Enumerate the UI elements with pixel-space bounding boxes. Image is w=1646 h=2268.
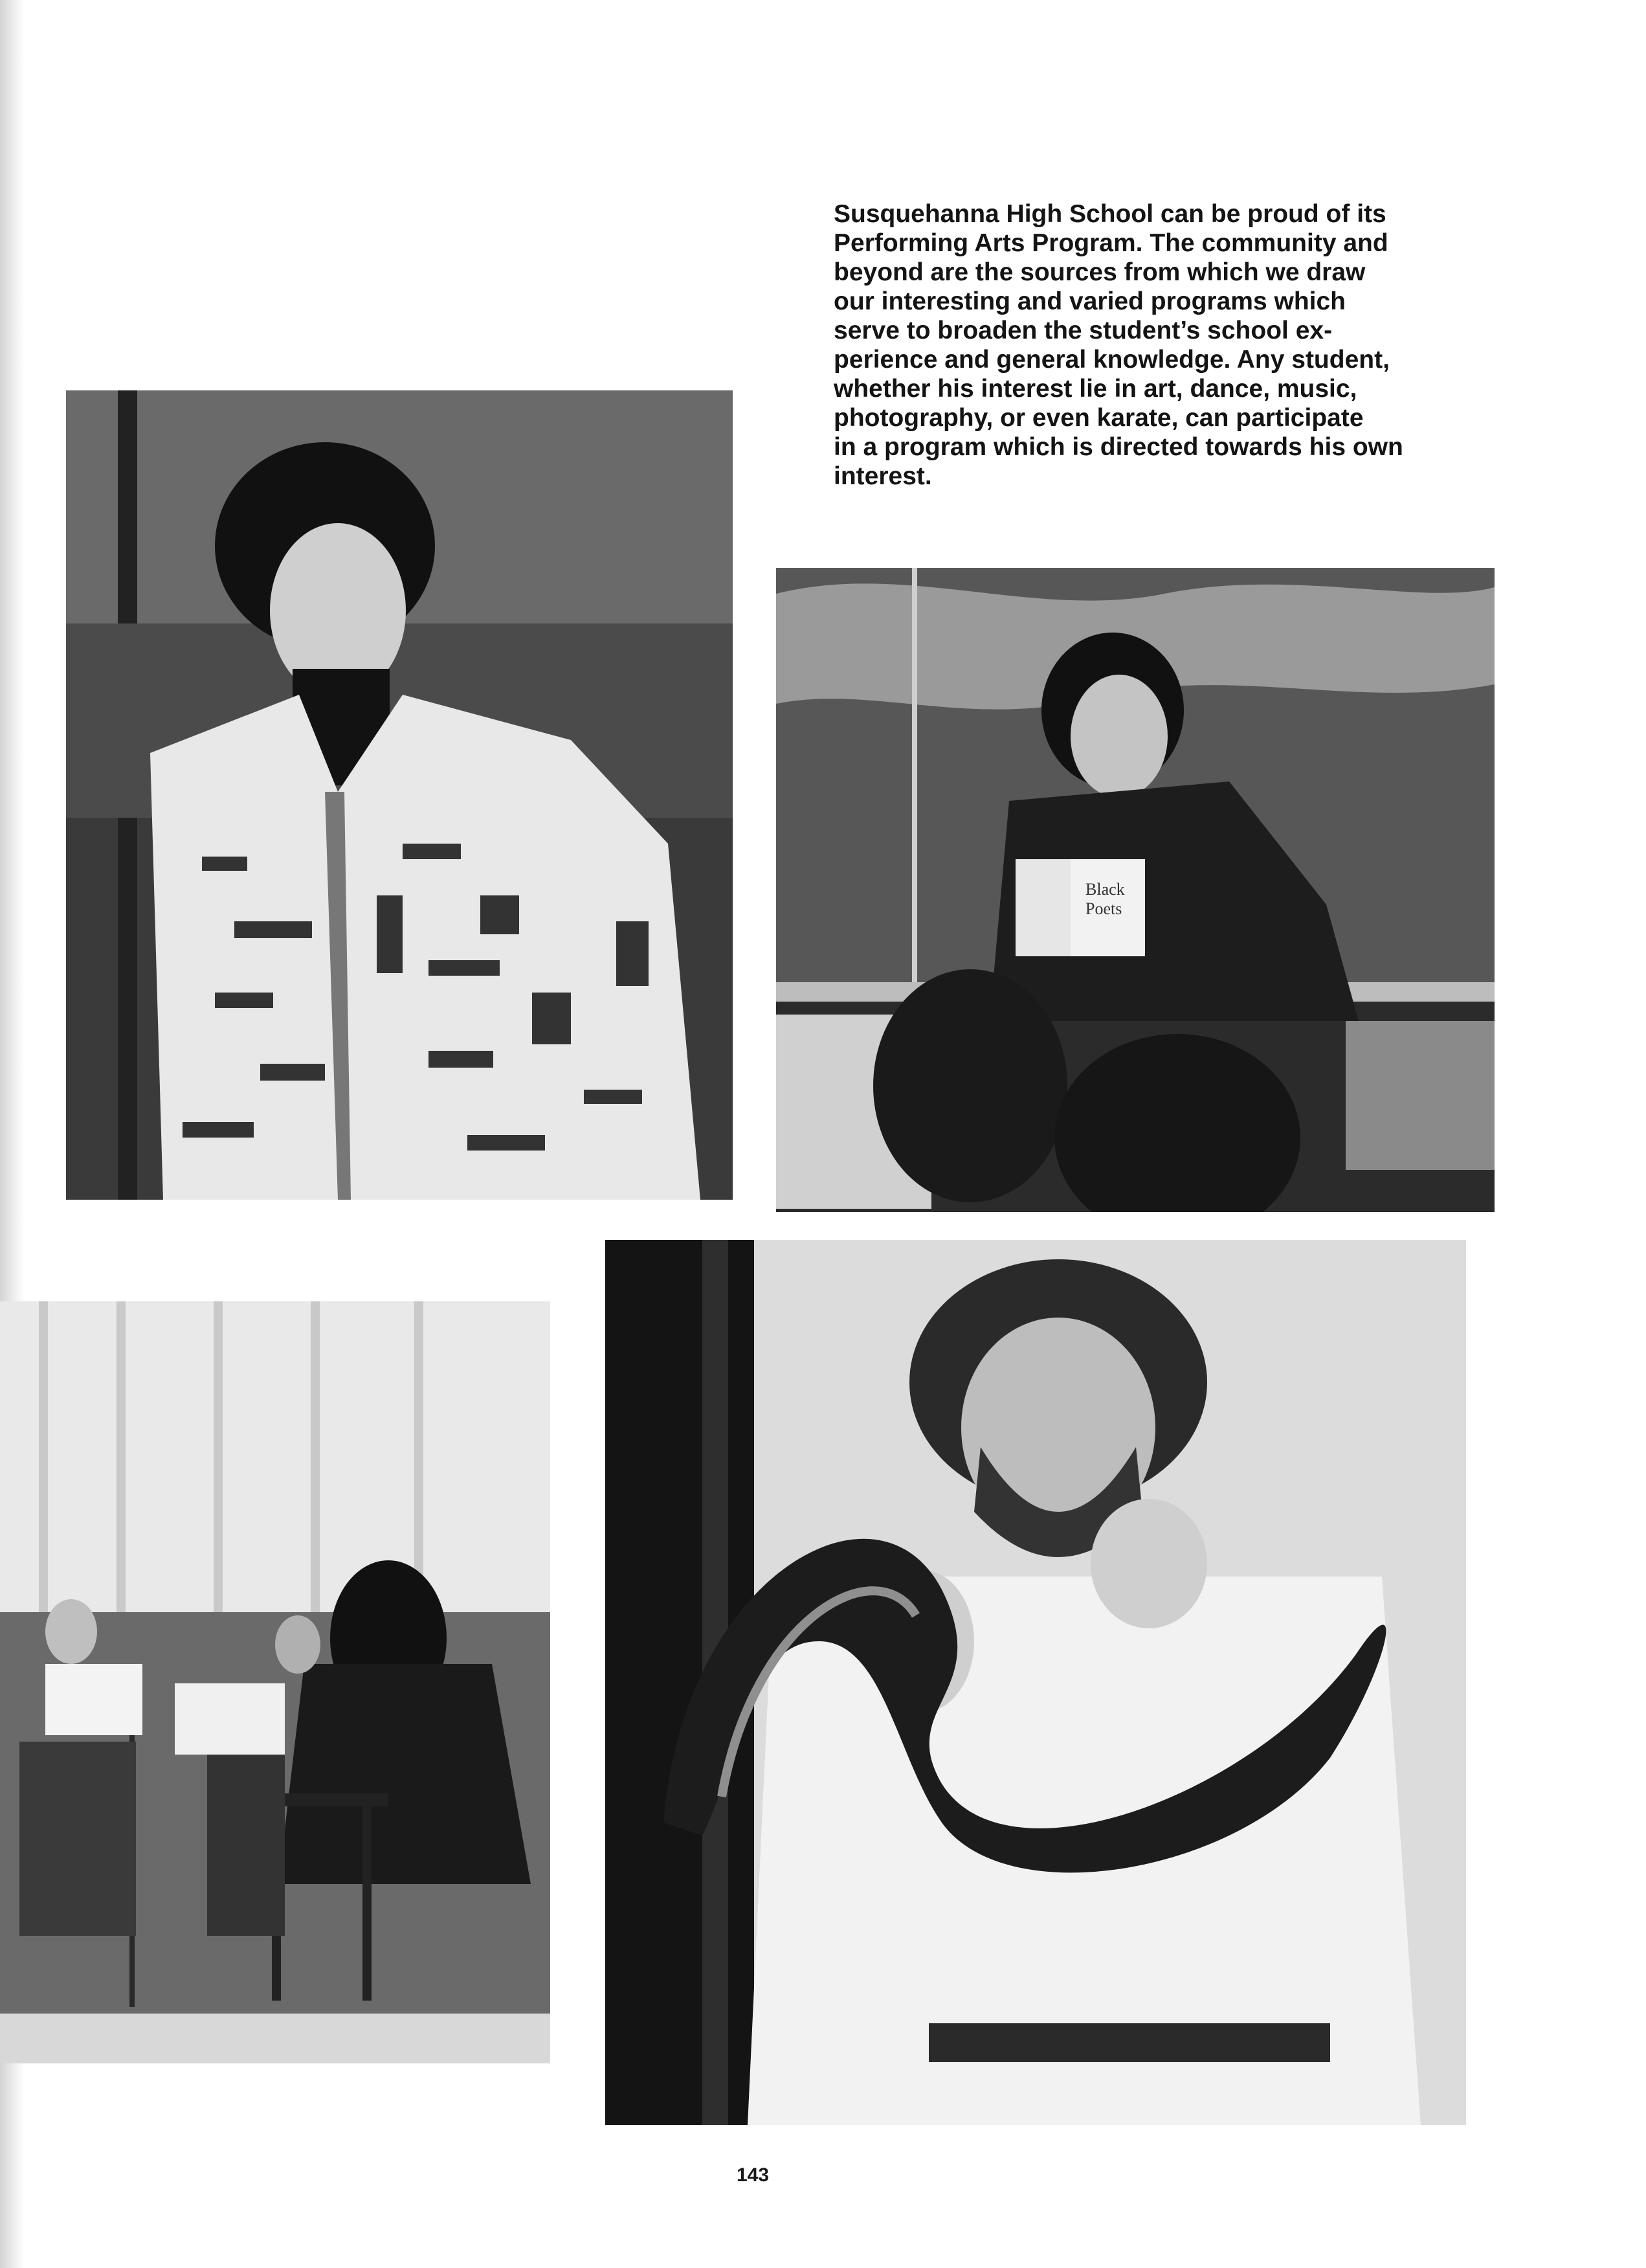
intro-line: serve to broaden the student’s school ex- [834, 317, 1333, 344]
intro-line: whether his interest lie in art, dance, music, [834, 375, 1357, 403]
intro-paragraph [834, 199, 1481, 491]
page-number: 143 [737, 2164, 770, 2186]
book-title-line-2: Poets [1085, 899, 1122, 918]
photo-woman-printed-jacket [66, 390, 733, 1200]
intro-line: Performing Arts Program. The community and [834, 229, 1388, 257]
intro-line: photography, or even karate, can participate [834, 404, 1364, 432]
photo-band-rehearsal [0, 1301, 550, 2063]
intro-line: our interesting and varied programs which [834, 287, 1346, 315]
intro-line: perience and general knowledge. Any student, [834, 346, 1390, 374]
intro-line: beyond are the sources from which we draw [834, 258, 1366, 286]
intro-line: interest. [834, 462, 932, 490]
book-title-line-1: Black [1085, 880, 1125, 899]
photo-man-with-snake [605, 1240, 1466, 2125]
intro-line: in a program which is directed towards his own [834, 433, 1403, 461]
intro-line: Susquehanna High School can be proud of its [834, 200, 1386, 228]
photo-teacher-reading [776, 568, 1495, 1212]
